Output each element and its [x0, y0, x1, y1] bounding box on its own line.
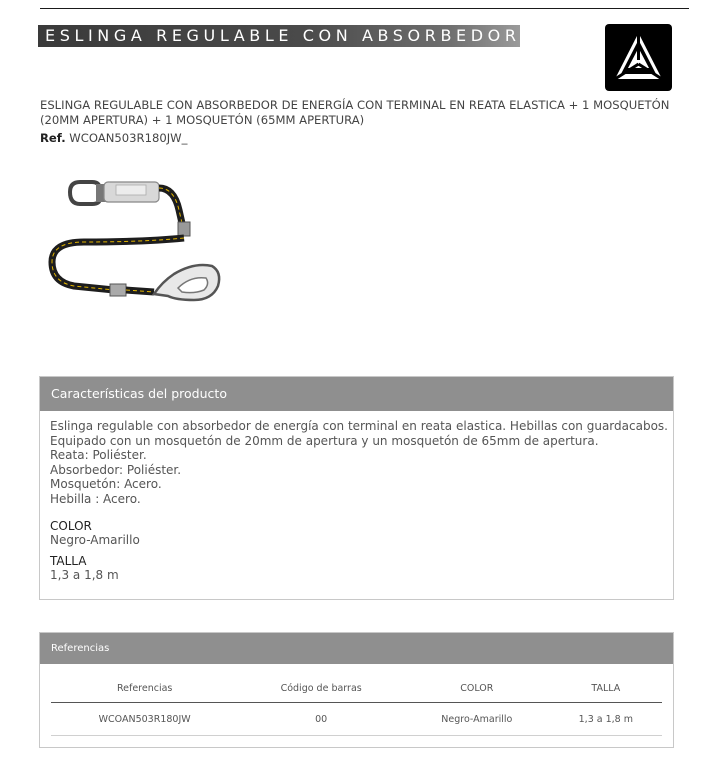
reference-label: Ref.	[40, 131, 66, 145]
product-description: ESLINGA REGULABLE CON ABSORBEDOR DE ENERGÍA CON TERMINAL EN REATA ELASTICA + 1 MOSQUETÓN (20MM APERTURA) + 1 MOSQUETÓN (65MM APERTURA)	[40, 98, 670, 127]
title-banner	[38, 25, 520, 47]
table-cell: WCOAN503R180JW	[51, 703, 238, 736]
table-cell: 1,3 a 1,8 m	[550, 703, 662, 736]
product-image	[44, 170, 224, 310]
color-label: COLOR	[50, 518, 92, 533]
references-heading: Referencias	[40, 633, 673, 664]
small-carabiner-icon	[70, 182, 106, 204]
reference-line	[40, 131, 187, 145]
references-panel	[39, 632, 674, 748]
characteristics-line: Eslinga regulable con absorbedor de energía con terminal en reata elastica. Hebillas con guardacabos.	[50, 419, 668, 433]
characteristics-line: Reata: Poliéster.	[50, 448, 147, 463]
table-cell: Negro-Amarillo	[404, 703, 550, 736]
characteristics-panel	[39, 376, 674, 600]
characteristics-line: Equipado con un mosquetón de 20mm de apertura y un mosquetón de 65mm de apertura.	[50, 433, 599, 448]
column-header: Referencias	[51, 674, 238, 703]
size-label: TALLA	[50, 553, 87, 568]
characteristics-line: Mosquetón: Acero.	[50, 477, 162, 492]
table-cell: 00	[238, 703, 404, 736]
characteristics-line: Absorbedor: Poliéster.	[50, 462, 182, 477]
color-value: Negro-Amarillo	[50, 533, 140, 548]
delta-logo-icon	[605, 24, 672, 91]
column-header: Código de barras	[238, 674, 404, 703]
table-row	[51, 703, 662, 736]
column-header: COLOR	[404, 674, 550, 703]
table-header-row	[51, 674, 662, 703]
size-value: 1,3 a 1,8 m	[50, 568, 119, 583]
reference-value: WCOAN503R180JW_	[69, 131, 188, 145]
characteristics-line: Hebilla : Acero.	[50, 491, 141, 506]
top-divider	[40, 8, 689, 9]
column-header: TALLA	[550, 674, 662, 703]
large-carabiner-icon	[154, 265, 219, 300]
references-table	[51, 674, 662, 736]
page-title: ESLINGA REGULABLE CON ABSORBEDOR	[45, 26, 521, 45]
characteristics-heading: Características del producto	[40, 377, 673, 411]
